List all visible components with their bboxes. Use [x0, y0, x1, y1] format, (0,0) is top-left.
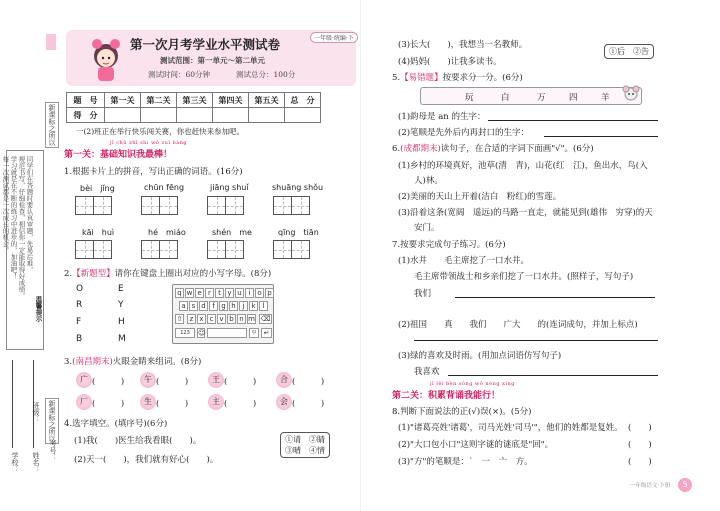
key[interactable]: y: [225, 288, 234, 298]
flower-char: 午: [140, 372, 156, 388]
letter: F: [76, 317, 82, 327]
q4-sentence: (4)妈妈( )让我多读书。: [398, 57, 502, 67]
q2-text: 请你在键盘上圈出对应的小写字母。(8分): [114, 269, 272, 279]
score-header-cell: 题 号: [67, 93, 105, 108]
score-header-cell: 总 分: [285, 93, 321, 108]
side-label-top: 新课标之所以: [45, 102, 59, 148]
q4-sentence: (2)天一( )，我们就有好心( )。: [74, 455, 219, 465]
section1-title: 第一关：基础知识我最棒！: [64, 150, 173, 160]
q7-line: (1)水井 毛主席挖了一口水井。: [398, 256, 530, 266]
grade-tag: 一年级·统编·下: [310, 32, 358, 43]
writing-grid[interactable]: [208, 196, 244, 215]
letter: R: [76, 300, 83, 310]
q4-sentence: (1)我( )医生给我看眼( )。: [74, 436, 202, 446]
q1-pinyin: hé miáo: [148, 228, 186, 237]
word-bank: [420, 87, 642, 105]
backspace-key-icon[interactable]: ⌫: [260, 315, 271, 323]
score-header-cell: 第一关: [105, 93, 141, 108]
letter: E: [118, 284, 124, 294]
notice-line: 规范书写，仔细检查，相信你一定能取得好成绩。: [17, 156, 26, 299]
q4-text: 4.选字填空。(填序号)(6分): [64, 419, 168, 429]
key[interactable]: n: [237, 314, 246, 324]
answer-line[interactable]: [544, 136, 658, 137]
word: 羊: [601, 93, 610, 103]
key[interactable]: w: [186, 289, 193, 297]
letter: M: [118, 334, 126, 344]
q1-pinyin: shuāng shǒu: [272, 183, 324, 192]
test-total: 测试总分：100分: [236, 70, 296, 79]
q1-pinyin: shén me: [212, 228, 252, 237]
score-input-cell[interactable]: [285, 108, 321, 123]
key[interactable]: h: [229, 301, 238, 311]
score-input-cell[interactable]: [213, 108, 249, 123]
score-input-cell[interactable]: [141, 108, 177, 123]
key[interactable]: k: [249, 301, 258, 311]
q1-text: 1.根据卡片上的拼音，写出正确的词语。(16分): [64, 167, 243, 177]
q7-line: 我们: [414, 289, 432, 299]
q6-line: 人)林。: [414, 176, 443, 186]
score-input-cell[interactable]: [249, 108, 285, 123]
corner-tag: [46, 34, 56, 50]
q2-tag: 【新题型】: [72, 269, 115, 279]
q1-pinyin: jiāng shuǐ: [210, 183, 249, 192]
q4-options: ①请 ②睛 ③晴 ④情: [280, 432, 330, 458]
letter: Y: [118, 300, 124, 310]
blank[interactable]: ( ): [156, 399, 189, 409]
q1-pinyin: chūn fēng: [144, 183, 185, 192]
flower-char: 厂: [76, 394, 92, 410]
enter-key-icon[interactable]: ↵: [261, 328, 272, 338]
blank[interactable]: ( ): [292, 377, 325, 387]
writing-grid[interactable]: [76, 240, 112, 259]
score-input-cell[interactable]: [105, 108, 141, 123]
shift-key-icon[interactable]: ⇧: [176, 315, 183, 323]
q1-pinyin: bèi jǐng: [80, 184, 115, 193]
key[interactable]: i: [245, 288, 254, 298]
page-number: 5: [678, 478, 692, 492]
judge-blank[interactable]: ( ): [628, 457, 652, 467]
letter: O: [76, 284, 84, 294]
section2-pinyin: jī lěi bèn sòng wǒ néng xíng: [430, 381, 515, 387]
key[interactable]: v: [217, 314, 226, 324]
section2-title: 第二关：积累背诵我能行！: [392, 391, 501, 401]
answer-line[interactable]: [414, 340, 658, 341]
flower-char: 主: [208, 394, 224, 410]
class-label: 班级：: [32, 402, 40, 423]
keyboard-image: [172, 284, 274, 344]
name-label: 姓名：: [32, 452, 40, 473]
notice-line: 同学们在答题时要认真审题，先易后难，: [25, 156, 34, 273]
space-key[interactable]: [207, 328, 247, 338]
writing-grid[interactable]: [208, 240, 244, 259]
flower-char: 生: [140, 394, 156, 410]
letter: H: [118, 317, 125, 327]
q8-line: (1)"诸葛亮姓'诸葛'，司马光姓'司马'"，他们的姓都是复姓。: [398, 423, 623, 433]
score-header-cell: 第四关: [213, 93, 249, 108]
blank[interactable]: ( ): [292, 399, 325, 409]
flower-char: 王: [208, 372, 224, 388]
q5-line: (1)韵母是 an 的生字：: [398, 112, 486, 122]
school-line: [12, 360, 13, 448]
test-time: 测试时间：60分钟: [148, 70, 211, 79]
q6-line: (3)沿着这条(宽阔 遥远)的马路一直走，就能见到(雄伟 穷穿)的天: [398, 208, 653, 218]
key[interactable]: q: [175, 288, 184, 298]
key[interactable]: u: [235, 288, 244, 298]
key[interactable]: r: [205, 288, 214, 298]
word: 万: [537, 93, 546, 103]
q6-tag: (成都期末): [400, 144, 441, 154]
lang-key[interactable]: 中: [249, 328, 259, 338]
word: 白: [501, 93, 510, 103]
key[interactable]: p: [265, 288, 274, 298]
key[interactable]: m: [248, 315, 255, 323]
key[interactable]: d: [199, 301, 208, 311]
q7-line: 毛主席带领战士和乡亲们挖了一口水井。(照样子，写句子): [414, 272, 634, 282]
school-label: 学校：: [11, 452, 19, 473]
judge-blank[interactable]: ( ): [628, 423, 652, 433]
score-header-cell: 第二关: [141, 93, 177, 108]
page-title: 第一次月考学业水平测试卷: [130, 37, 281, 52]
score-input-cell[interactable]: [177, 108, 213, 123]
q8-line: (2)"大口包小口"这则字谜的谜底是"回"。: [398, 440, 554, 450]
score-table: [66, 92, 321, 123]
key[interactable]: e: [195, 288, 204, 298]
side-label-bottom: 新课标之所以: [45, 398, 59, 444]
q6-line: 安门。: [414, 223, 440, 233]
flower-char: 广: [76, 372, 92, 388]
flower-char: 合: [276, 372, 292, 388]
q8-line: (3)"方"的笔顺是：` 一 亠 方。: [398, 457, 533, 467]
writing-grid[interactable]: [142, 196, 178, 215]
q8-text: 8.判断下面说法的正(√)误(×)。(5分): [392, 407, 532, 417]
blank[interactable]: ( ): [224, 399, 257, 409]
q5-tag: 【易错题】: [400, 73, 443, 83]
letter: B: [76, 334, 83, 344]
key[interactable]: f: [209, 301, 218, 311]
q3-tag: (南昌期末): [72, 357, 113, 367]
q1-pinyin: kāi huì: [82, 228, 115, 237]
blank[interactable]: ( ): [92, 377, 125, 387]
blank[interactable]: ( ): [224, 377, 257, 387]
key[interactable]: l: [259, 301, 268, 311]
key[interactable]: x: [197, 314, 206, 324]
key[interactable]: a: [179, 301, 188, 311]
q6-line: (2)美丽的天山上开着(洁白 粉红)的雪莲。: [398, 192, 562, 202]
answer-line[interactable]: [488, 120, 658, 121]
score-table-row: [67, 108, 321, 123]
writing-grid[interactable]: [274, 196, 310, 215]
q7-text: 7.按要求完成句子练习。(6分): [392, 240, 506, 250]
q7-line: 我喜欢: [414, 367, 440, 377]
q7-line: (3)绿的喜欢及时雨。(用加点词语仿写句子): [398, 351, 562, 361]
key[interactable]: c: [207, 314, 216, 324]
word: 玩: [465, 93, 474, 103]
key[interactable]: b: [227, 314, 236, 324]
q4-options-right: ①后 ②告: [604, 44, 654, 59]
mouse-icon: [622, 84, 640, 102]
key[interactable]: g: [219, 301, 228, 311]
key[interactable]: z: [187, 314, 196, 324]
footer-label: 一年级语文·下册: [630, 483, 671, 489]
cartoon-girl-icon: [88, 36, 124, 82]
notice-line: 学习就是在不断的练习中进步的，加油吧！: [9, 156, 18, 280]
section1-pinyin: jī chǔ zhī shi wǒ zuì bàng: [110, 140, 188, 146]
flower-char: 会: [276, 394, 292, 410]
blank[interactable]: ( ): [156, 377, 189, 387]
blank[interactable]: ( ): [92, 399, 125, 409]
score-header-cell: 第五关: [249, 93, 285, 108]
writing-grid[interactable]: [76, 196, 112, 215]
key[interactable]: o: [255, 288, 264, 298]
key[interactable]: j: [239, 301, 248, 311]
notice-line: 每一次测试都是一次成长的机会。: [1, 156, 10, 254]
page-fold: [360, 0, 361, 511]
q1-pinyin: qīng tiān: [278, 228, 319, 237]
score-table-header-row: [67, 93, 321, 108]
score-label-cell: 得 分: [67, 108, 105, 123]
id-label: 考号：: [49, 440, 57, 461]
q6-line: (1)乡村的环境真好，池草(清 青)，山花(红 江)，鱼出水，鸟(入: [398, 161, 648, 171]
writing-grid[interactable]: [274, 240, 310, 259]
word: 四: [569, 93, 578, 103]
writing-grid[interactable]: [142, 240, 178, 259]
judge-blank[interactable]: ( ): [628, 440, 652, 450]
answer-line[interactable]: [448, 375, 658, 376]
key[interactable]: t: [215, 288, 224, 298]
intro-text: 一(2)班正在举行快乐闯关赛，你也赶快来参加吧。: [76, 127, 245, 136]
test-range: 测试范围：第一单元～第二单元: [160, 56, 265, 65]
q7-line: (2)祖国 真 我们 广大 的(连词成句，并加上标点): [398, 320, 638, 330]
num-key[interactable]: 123: [175, 328, 195, 338]
q4-sentence: (3)长大( )，我想当一名教师。: [398, 40, 528, 50]
key[interactable]: s: [189, 301, 198, 311]
q5-line: (2)笔顺是先外后内再封口的生字：: [398, 128, 530, 138]
answer-line[interactable]: [455, 297, 655, 298]
score-header-cell: 第三关: [177, 93, 213, 108]
emoji-key-icon[interactable]: ☺: [198, 329, 206, 337]
notice-title: 温馨提示: [34, 296, 43, 322]
